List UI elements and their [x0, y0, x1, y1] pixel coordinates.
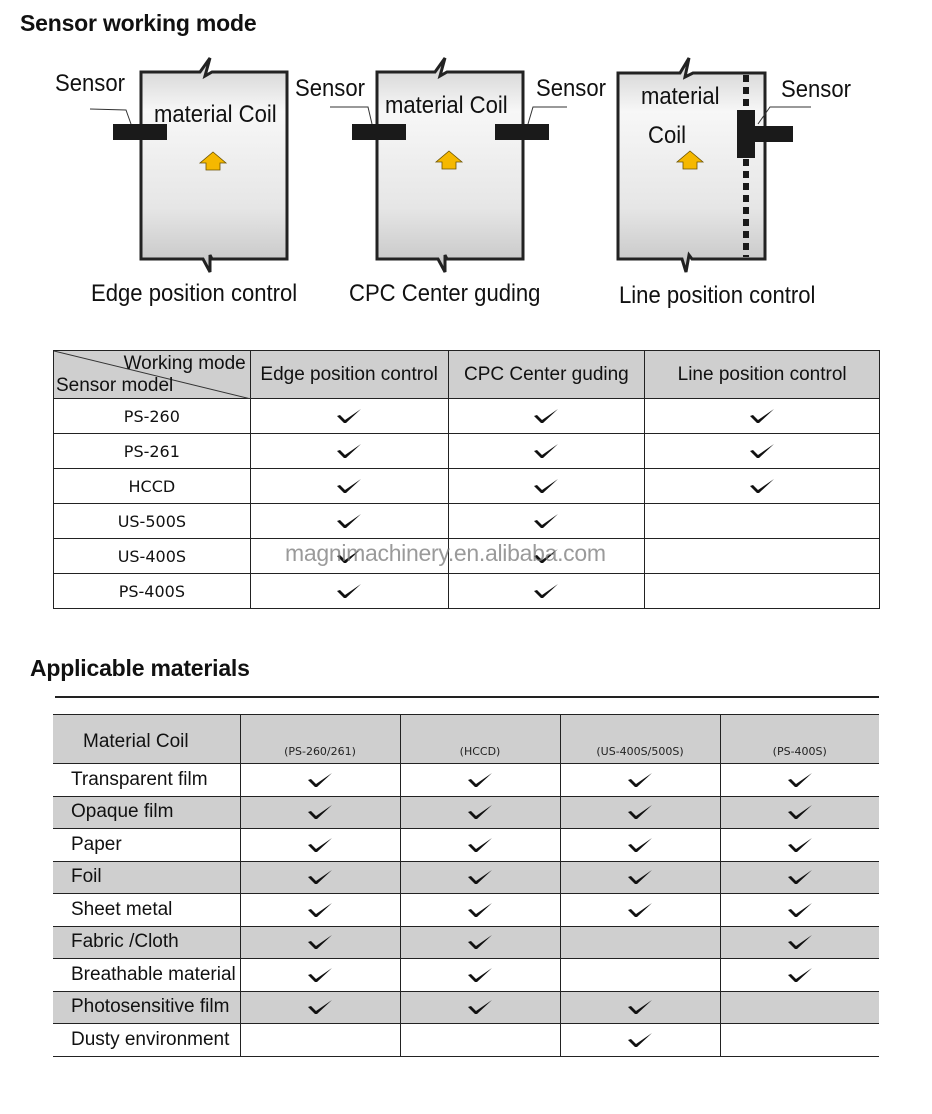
table-row [54, 399, 880, 434]
support-cell [240, 1024, 400, 1057]
check-icon [467, 902, 493, 918]
check-icon [533, 478, 559, 494]
support-cell [448, 504, 645, 539]
support-cell [560, 764, 720, 797]
support-cell [240, 796, 400, 829]
support-cell [560, 926, 720, 959]
column-header: (US-400S/500S) [560, 715, 720, 764]
material-cell: Opaque film [53, 796, 240, 829]
check-icon [307, 772, 333, 788]
support-cell [560, 991, 720, 1024]
support-cell [560, 959, 720, 992]
check-icon [467, 869, 493, 885]
column-header: Edge position control [250, 351, 448, 399]
check-icon [467, 804, 493, 820]
check-icon [336, 478, 362, 494]
corner-header [54, 351, 251, 399]
check-icon [467, 772, 493, 788]
check-icon [787, 772, 813, 788]
section-title-working-mode: Sensor working mode [20, 10, 257, 36]
support-cell [240, 861, 400, 894]
check-icon [467, 837, 493, 853]
support-cell [400, 829, 560, 862]
support-cell [250, 504, 448, 539]
support-cell [560, 861, 720, 894]
check-icon [336, 408, 362, 424]
table-row [54, 504, 880, 539]
coil-label-line-2: Coil [648, 122, 687, 149]
support-cell [400, 959, 560, 992]
table-row [53, 926, 879, 959]
check-icon [749, 478, 775, 494]
support-cell [400, 796, 560, 829]
column-header: (PS-260/261) [240, 715, 400, 764]
check-icon [533, 583, 559, 599]
check-icon [749, 408, 775, 424]
check-icon [307, 967, 333, 983]
corner-sensor-model: Sensor model [56, 375, 174, 396]
sensor-model-cell: US-400S [54, 539, 251, 574]
check-icon [787, 869, 813, 885]
support-cell [240, 894, 400, 927]
support-cell [448, 434, 645, 469]
support-cell [400, 861, 560, 894]
support-cell [560, 829, 720, 862]
caption-edge-position-control: Edge position control [91, 280, 298, 307]
caption-cpc-center-guiding: CPC Center guding [349, 280, 541, 307]
support-cell [250, 574, 448, 609]
support-cell [400, 1024, 560, 1057]
material-cell: Transparent film [53, 764, 240, 797]
table-header-row [53, 715, 879, 764]
support-cell [645, 539, 880, 574]
support-cell [250, 434, 448, 469]
check-icon [787, 837, 813, 853]
check-icon [533, 443, 559, 459]
support-cell [645, 434, 880, 469]
check-icon [787, 804, 813, 820]
table-row [54, 434, 880, 469]
support-cell [720, 796, 879, 829]
table-row [54, 469, 880, 504]
check-icon [749, 443, 775, 459]
table-row [54, 539, 880, 574]
table-row [53, 861, 879, 894]
applicable-materials-table [53, 714, 879, 1057]
support-cell [720, 991, 879, 1024]
support-cell [240, 829, 400, 862]
support-cell [560, 894, 720, 927]
support-cell [400, 991, 560, 1024]
check-icon [627, 999, 653, 1015]
support-cell [720, 764, 879, 797]
check-icon [627, 902, 653, 918]
support-cell [645, 399, 880, 434]
check-icon [307, 999, 333, 1015]
table-row [53, 991, 879, 1024]
column-header: Line position control [645, 351, 880, 399]
support-cell [448, 469, 645, 504]
check-icon [336, 583, 362, 599]
coil-label-line-1: material [641, 83, 720, 110]
check-icon [307, 869, 333, 885]
support-cell [240, 959, 400, 992]
table-row [53, 796, 879, 829]
sensor-label-edge: Sensor [55, 70, 125, 97]
check-icon [307, 837, 333, 853]
sensor-model-cell: PS-261 [54, 434, 251, 469]
support-cell [560, 796, 720, 829]
table-row [54, 574, 880, 609]
sensor-label-line: Sensor [781, 76, 851, 103]
material-cell: Photosensitive film [53, 991, 240, 1024]
support-cell [560, 1024, 720, 1057]
support-cell [720, 1024, 879, 1057]
support-cell [250, 399, 448, 434]
support-cell [400, 764, 560, 797]
sensor-model-cell: US-500S [54, 504, 251, 539]
check-icon [787, 967, 813, 983]
table-row [53, 764, 879, 797]
support-cell [720, 959, 879, 992]
check-icon [307, 934, 333, 950]
support-cell [448, 539, 645, 574]
caption-line-position-control: Line position control [619, 282, 816, 309]
column-header: (PS-400S) [720, 715, 879, 764]
material-cell: Fabric /Cloth [53, 926, 240, 959]
material-cell: Dusty environment [53, 1024, 240, 1057]
support-cell [720, 926, 879, 959]
support-cell [400, 926, 560, 959]
check-icon [627, 804, 653, 820]
support-cell [448, 574, 645, 609]
check-icon [467, 934, 493, 950]
support-cell [720, 829, 879, 862]
column-header: CPC Center guding [448, 351, 645, 399]
check-icon [533, 548, 559, 564]
divider [55, 696, 879, 698]
support-cell [250, 469, 448, 504]
support-cell [645, 574, 880, 609]
check-icon [533, 408, 559, 424]
check-icon [336, 513, 362, 529]
table-row [53, 829, 879, 862]
check-icon [336, 443, 362, 459]
working-mode-table [53, 350, 880, 609]
check-icon [627, 869, 653, 885]
support-cell [720, 894, 879, 927]
support-cell [240, 991, 400, 1024]
sensor-label-cpc-right: Sensor [536, 75, 606, 102]
support-cell [448, 399, 645, 434]
material-cell: Breathable material [53, 959, 240, 992]
support-cell [240, 764, 400, 797]
check-icon [627, 772, 653, 788]
material-coil-header: Material Coil [53, 715, 240, 764]
check-icon [467, 999, 493, 1015]
check-icon [627, 837, 653, 853]
cpc-coil [330, 58, 567, 272]
material-cell: Foil [53, 861, 240, 894]
corner-working-mode: Working mode [123, 353, 246, 374]
material-cell: Sheet metal [53, 894, 240, 927]
sensor-model-cell: HCCD [54, 469, 251, 504]
support-cell [645, 469, 880, 504]
material-cell: Paper [53, 829, 240, 862]
table-row [53, 959, 879, 992]
check-icon [307, 804, 333, 820]
coil-label-edge: material Coil [154, 101, 277, 128]
check-icon [467, 967, 493, 983]
check-icon [787, 902, 813, 918]
check-icon [307, 902, 333, 918]
working-mode-diagrams [0, 40, 932, 330]
sensor-model-cell: PS-400S [54, 574, 251, 609]
check-icon [787, 934, 813, 950]
table-row [53, 1024, 879, 1057]
check-icon [336, 548, 362, 564]
support-cell [240, 926, 400, 959]
table-row [53, 894, 879, 927]
table-header-row [54, 351, 880, 399]
check-icon [533, 513, 559, 529]
support-cell [645, 504, 880, 539]
check-icon [627, 1032, 653, 1048]
support-cell [720, 861, 879, 894]
sensor-model-cell: PS-260 [54, 399, 251, 434]
section-title-applicable-materials: Applicable materials [30, 655, 250, 681]
watermark: magnimachinery.en.alibaba.com [285, 540, 606, 566]
support-cell [250, 539, 448, 574]
column-header: (HCCD) [400, 715, 560, 764]
sensor-label-cpc-left: Sensor [295, 75, 365, 102]
coil-label-cpc: material Coil [385, 92, 508, 119]
support-cell [400, 894, 560, 927]
